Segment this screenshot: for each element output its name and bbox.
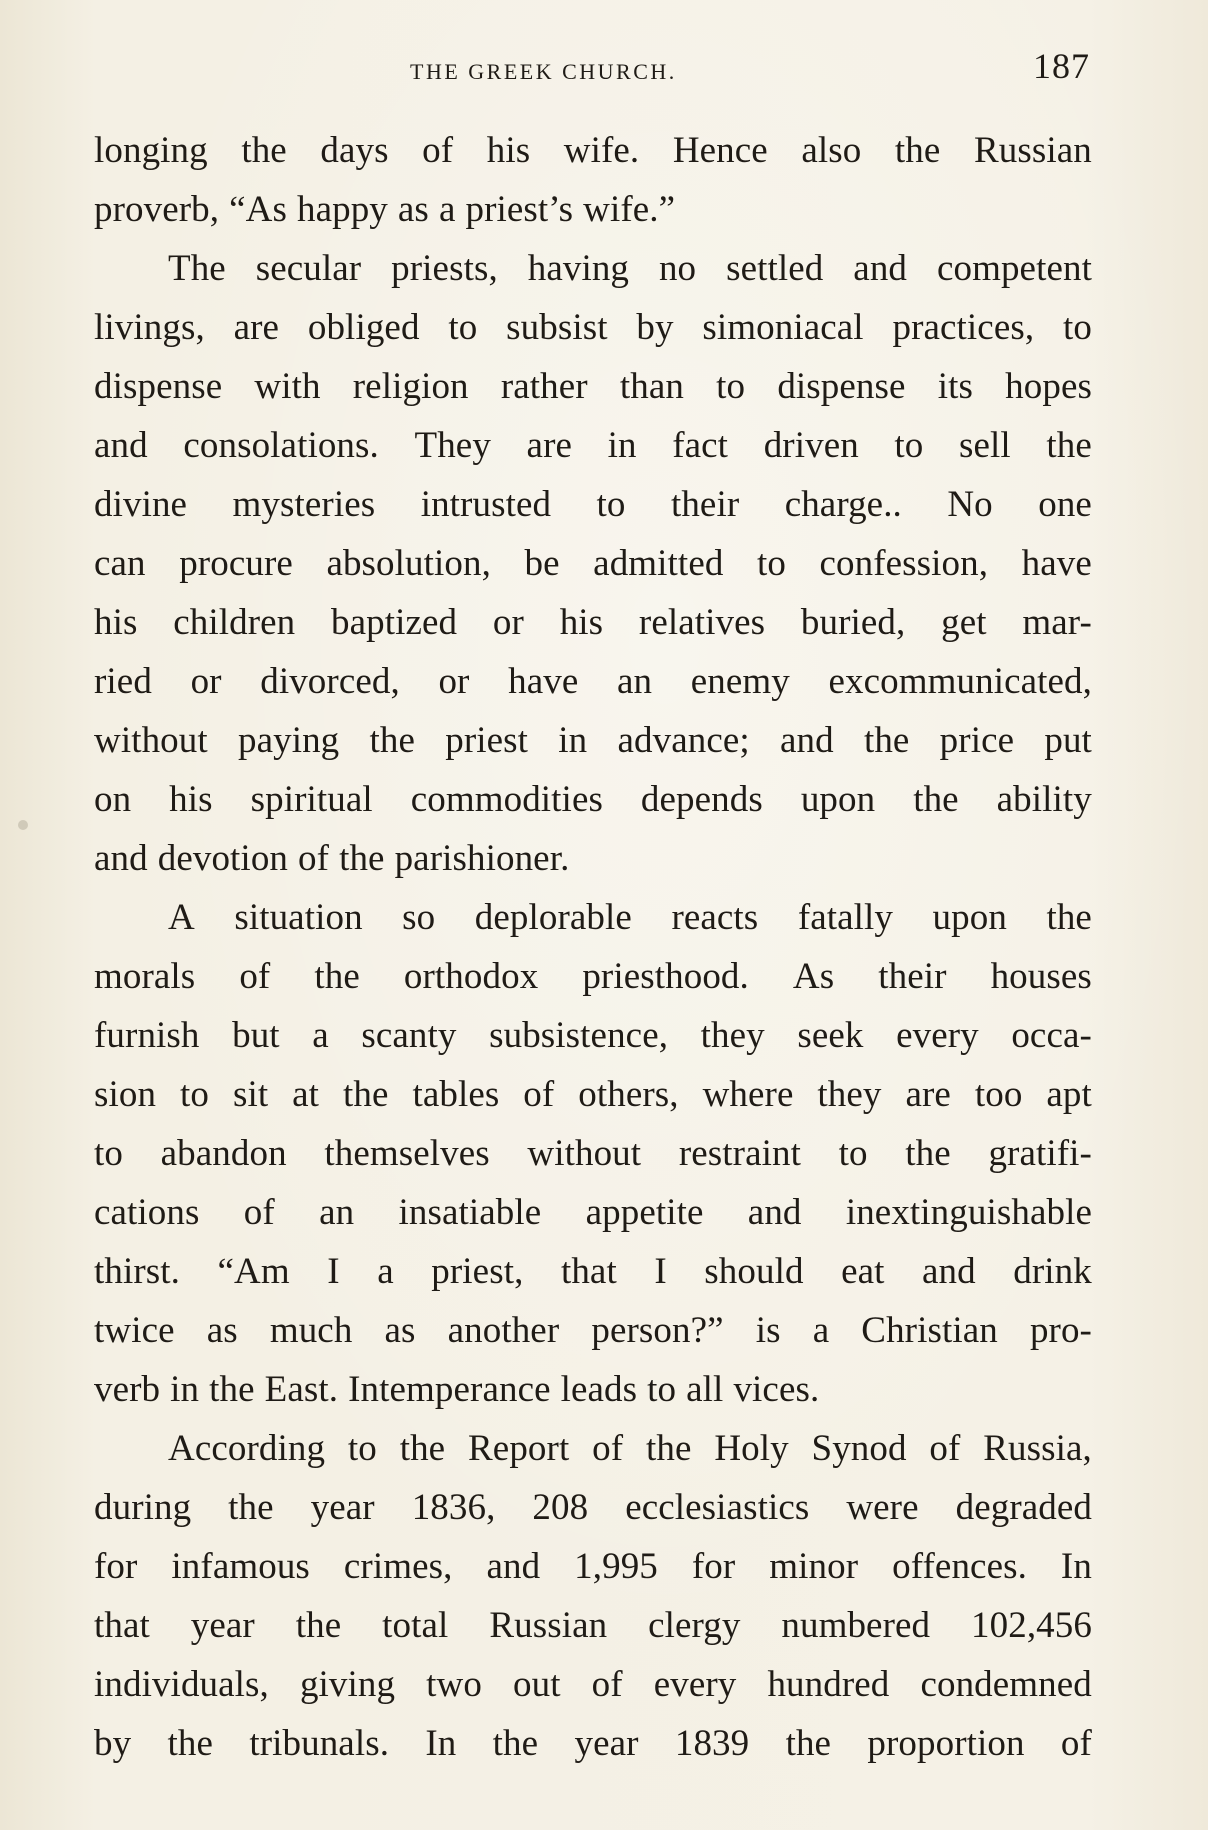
text-word: ability — [996, 779, 1092, 820]
text-word: sit — [232, 1074, 269, 1115]
text-word: a — [438, 189, 456, 230]
text-word: the — [209, 1369, 255, 1410]
text-word: priest — [445, 720, 529, 761]
text-word: of — [298, 838, 330, 879]
text-word: price — [939, 720, 1015, 761]
text-line — [94, 1419, 1092, 1478]
text-word: Russia, — [983, 1428, 1092, 1469]
text-word: Synod — [811, 1428, 907, 1469]
text-word: every — [653, 1664, 737, 1705]
text-word: tribunals. — [249, 1723, 390, 1764]
text-line — [94, 239, 1092, 298]
text-word: to — [596, 484, 626, 525]
text-word: themselves — [324, 1133, 490, 1174]
text-word: religion — [352, 366, 469, 407]
text-word: degraded — [955, 1487, 1092, 1528]
text-word: to — [1063, 307, 1092, 348]
text-word: seek — [797, 1015, 864, 1056]
text-word: two — [426, 1664, 482, 1705]
text-word: ecclesiastics — [625, 1487, 810, 1528]
text-word: obliged — [307, 307, 420, 348]
text-word: as — [384, 1310, 416, 1351]
text-word: Christian — [861, 1310, 998, 1351]
text-word: Russian — [973, 130, 1092, 171]
text-word: insatiable — [398, 1192, 542, 1233]
text-word: admitted — [593, 543, 724, 584]
text-word: devotion — [157, 838, 289, 879]
text-word: minor — [769, 1546, 859, 1587]
text-word: priests, — [391, 248, 498, 289]
text-word: driven — [763, 425, 859, 466]
text-word: commodities — [410, 779, 603, 820]
text-word: to — [448, 307, 478, 348]
text-line — [94, 888, 1092, 947]
text-word: so — [402, 897, 436, 938]
text-word: they — [817, 1074, 882, 1115]
text-word: In — [1060, 1546, 1092, 1587]
text-word: wife. — [563, 130, 640, 171]
text-word: all — [686, 1369, 724, 1410]
text-word: that — [94, 1605, 150, 1646]
body-text — [94, 121, 1092, 1773]
text-word: that — [560, 1251, 617, 1292]
text-word: livings, — [94, 307, 205, 348]
text-word: hundred — [767, 1664, 890, 1705]
text-word: giving — [299, 1664, 396, 1705]
text-word: should — [704, 1251, 804, 1292]
text-word: priesthood. — [582, 956, 749, 997]
text-word: the — [314, 956, 360, 997]
text-word: vices. — [733, 1369, 820, 1410]
text-line — [94, 357, 1092, 416]
text-word: person?” — [591, 1310, 724, 1351]
text-word: mar- — [1022, 602, 1092, 643]
text-word: its — [937, 366, 973, 407]
text-word: or — [190, 661, 222, 702]
text-word: a — [312, 1015, 329, 1056]
text-word: the — [1046, 425, 1092, 466]
text-word: “Am — [217, 1251, 290, 1292]
text-word: the — [492, 1723, 539, 1764]
text-word: simoniacal — [702, 307, 864, 348]
text-word: during — [94, 1487, 192, 1528]
text-word: have — [1021, 543, 1092, 584]
text-line — [94, 1596, 1092, 1655]
text-word: year — [310, 1487, 375, 1528]
text-word: of — [523, 1074, 555, 1115]
text-word: furnish — [94, 1015, 200, 1056]
text-word: I — [327, 1251, 340, 1292]
text-word: The — [168, 248, 226, 289]
text-word: but — [232, 1015, 280, 1056]
text-line — [94, 1537, 1092, 1596]
text-word: sell — [959, 425, 1011, 466]
page-header — [410, 45, 1090, 95]
text-word: the — [1046, 897, 1092, 938]
text-line — [94, 180, 1092, 239]
text-line — [94, 1183, 1092, 1242]
text-word: the — [863, 720, 910, 761]
text-word: to — [894, 425, 924, 466]
text-word: others, — [578, 1074, 679, 1115]
text-line — [94, 534, 1092, 593]
text-word: intrusted — [420, 484, 552, 525]
text-word: proportion — [867, 1723, 1025, 1764]
text-word: the — [785, 1723, 832, 1764]
text-word: and — [922, 1251, 976, 1292]
text-word: are — [905, 1074, 951, 1115]
text-word: upon — [800, 779, 876, 820]
text-word: year — [190, 1605, 255, 1646]
text-word: of — [591, 1664, 623, 1705]
text-word: Russian — [489, 1605, 608, 1646]
text-word: advance; — [617, 720, 750, 761]
text-word: apt — [1046, 1074, 1092, 1115]
text-word: competent — [936, 248, 1092, 289]
text-word: as — [397, 189, 429, 230]
text-word: in — [170, 1369, 200, 1410]
text-line — [94, 947, 1092, 1006]
text-word: to — [647, 1369, 677, 1410]
text-line — [94, 1301, 1092, 1360]
text-word: than — [619, 366, 684, 407]
text-word: can — [94, 543, 146, 584]
text-word: longing — [94, 130, 208, 171]
text-word: happy — [296, 189, 388, 230]
text-word: an — [319, 1192, 355, 1233]
text-word: get — [941, 602, 987, 643]
text-line — [94, 1714, 1092, 1773]
text-word: Intemperance — [348, 1369, 551, 1410]
text-word: Hence — [672, 130, 768, 171]
text-word: appetite — [585, 1192, 704, 1233]
text-word: children — [173, 602, 296, 643]
text-word: morals — [94, 956, 196, 997]
text-line — [94, 1242, 1092, 1301]
text-word: priest, — [431, 1251, 524, 1292]
text-word: spiritual — [250, 779, 373, 820]
text-word: having — [527, 248, 630, 289]
text-word: without — [527, 1133, 642, 1174]
text-word: also — [801, 130, 862, 171]
paper-speck — [18, 820, 28, 830]
page-number: 187 — [1033, 46, 1090, 86]
text-word: the — [228, 1487, 274, 1528]
text-word: the — [241, 130, 287, 171]
text-word: were — [846, 1487, 919, 1528]
text-word: houses — [990, 956, 1092, 997]
text-word: and — [94, 838, 148, 879]
text-word: As — [792, 956, 835, 997]
text-word: wife.” — [583, 189, 676, 230]
text-word: on — [94, 779, 132, 820]
text-word: scanty — [361, 1015, 457, 1056]
text-word: No — [947, 484, 993, 525]
text-word: of — [1060, 1723, 1092, 1764]
text-word: According — [168, 1428, 326, 1469]
text-word: Holy — [714, 1428, 789, 1469]
text-word: in — [558, 720, 588, 761]
text-word: gratifi- — [988, 1133, 1092, 1174]
text-word: twice — [94, 1310, 175, 1351]
text-word: much — [269, 1310, 353, 1351]
text-word: clergy — [648, 1605, 741, 1646]
text-word: deplorable — [474, 897, 632, 938]
text-word: East. — [264, 1369, 339, 1410]
text-word: charge.. — [784, 484, 902, 525]
text-line — [94, 1006, 1092, 1065]
text-word: tables — [412, 1074, 500, 1115]
text-word: occa- — [1011, 1015, 1092, 1056]
text-word: the — [913, 779, 959, 820]
text-word: drink — [1013, 1251, 1092, 1292]
text-line — [94, 593, 1092, 652]
text-word: to — [347, 1428, 377, 1469]
text-word: total — [382, 1605, 449, 1646]
text-word: crimes, — [343, 1546, 453, 1587]
text-word: to — [838, 1133, 868, 1174]
text-word: their — [670, 484, 740, 525]
text-word: 1,995 — [574, 1546, 658, 1587]
text-word: an — [616, 661, 653, 702]
text-word: have — [508, 661, 579, 702]
text-word: with — [254, 366, 321, 407]
text-word: sion — [94, 1074, 157, 1115]
text-word: paying — [237, 720, 340, 761]
text-word: 102,456 — [971, 1605, 1092, 1646]
text-word: of — [929, 1428, 961, 1469]
text-word: “As — [229, 189, 287, 230]
text-word: upon — [932, 897, 1007, 938]
text-word: buried, — [800, 602, 906, 643]
text-word: settled — [726, 248, 824, 289]
text-word: to — [716, 366, 746, 407]
text-line — [94, 1655, 1092, 1714]
text-word: by — [94, 1723, 132, 1764]
text-word: subsist — [506, 307, 608, 348]
text-word: one — [1038, 484, 1092, 525]
text-word: baptized — [331, 602, 458, 643]
text-word: are — [526, 425, 573, 466]
text-word: in — [607, 425, 637, 466]
text-word: too — [974, 1074, 1023, 1115]
text-word: as — [206, 1310, 238, 1351]
text-word: to — [94, 1133, 123, 1174]
text-line — [94, 652, 1092, 711]
text-word: the — [339, 838, 385, 879]
text-line — [94, 416, 1092, 475]
text-word: the — [399, 1428, 446, 1469]
text-word: reacts — [671, 897, 759, 938]
text-word: and — [94, 425, 148, 466]
text-word: relatives — [638, 602, 766, 643]
text-word: inextinguishable — [845, 1192, 1092, 1233]
text-word: his — [486, 130, 531, 171]
text-word: at — [292, 1074, 320, 1115]
text-word: pro- — [1029, 1310, 1092, 1351]
text-word: consolations. — [183, 425, 379, 466]
text-line — [94, 121, 1092, 180]
running-head: THE GREEK CHURCH. — [410, 59, 677, 84]
text-word: ried — [94, 661, 152, 702]
text-word: parishioner. — [394, 838, 570, 879]
text-word: or — [492, 602, 524, 643]
text-word: 208 — [532, 1487, 589, 1528]
text-word: subsistence, — [489, 1015, 669, 1056]
text-word: orthodox — [403, 956, 539, 997]
text-word: they — [700, 1015, 765, 1056]
text-word: of — [239, 956, 271, 997]
text-line — [94, 475, 1092, 534]
text-line — [94, 1360, 1092, 1419]
text-word: be — [524, 543, 560, 584]
text-word: to — [180, 1074, 210, 1115]
text-word: 1836, — [411, 1487, 496, 1528]
text-line — [94, 1124, 1092, 1183]
text-word: year — [574, 1723, 639, 1764]
text-word: their — [878, 956, 947, 997]
text-word: the — [167, 1723, 214, 1764]
text-word: cations — [94, 1192, 200, 1233]
text-line — [94, 1065, 1092, 1124]
text-word: and — [853, 248, 908, 289]
text-word: offences. — [892, 1546, 1027, 1587]
text-word: a — [812, 1310, 830, 1351]
text-word: every — [896, 1015, 979, 1056]
text-word: the — [905, 1133, 951, 1174]
text-word: no — [658, 248, 697, 289]
text-word: the — [295, 1605, 342, 1646]
text-word: divorced, — [260, 661, 400, 702]
text-word: out — [513, 1664, 561, 1705]
text-line — [94, 711, 1092, 770]
text-word: the — [894, 130, 941, 171]
text-word: infamous — [171, 1546, 310, 1587]
text-word: eat — [841, 1251, 885, 1292]
text-line — [94, 298, 1092, 357]
text-word: for — [94, 1546, 138, 1587]
text-word: by — [636, 307, 674, 348]
text-word: individuals, — [94, 1664, 269, 1705]
text-word: practices, — [892, 307, 1035, 348]
text-word: condemned — [920, 1664, 1092, 1705]
text-word: proverb, — [94, 189, 220, 230]
text-line — [94, 1478, 1092, 1537]
text-word: days — [320, 130, 389, 171]
text-word: situation — [234, 897, 363, 938]
text-word: excommunicated, — [828, 661, 1092, 702]
text-word: priest’s — [465, 189, 574, 230]
text-word: fatally — [797, 897, 894, 938]
text-word: his — [169, 779, 213, 820]
text-word: hopes — [1005, 366, 1092, 407]
text-word: I — [654, 1251, 667, 1292]
text-word: the — [645, 1428, 692, 1469]
text-word: restraint — [678, 1133, 801, 1174]
text-word: absolution, — [326, 543, 491, 584]
text-word: or — [438, 661, 470, 702]
text-word: where — [702, 1074, 794, 1115]
text-word: In — [425, 1723, 457, 1764]
text-word: divine — [94, 484, 188, 525]
text-word: 1839 — [674, 1723, 750, 1764]
text-word: depends — [640, 779, 763, 820]
text-word: of — [592, 1428, 624, 1469]
text-word: mysteries — [232, 484, 376, 525]
text-word: confession, — [819, 543, 989, 584]
text-word: numbered — [781, 1605, 931, 1646]
text-word: of — [243, 1192, 275, 1233]
text-line — [94, 770, 1092, 829]
text-word: A — [168, 897, 195, 938]
text-word: a — [377, 1251, 394, 1292]
text-word: his — [559, 602, 604, 643]
text-word: another — [447, 1310, 560, 1351]
text-word: to — [756, 543, 786, 584]
text-word: fact — [672, 425, 729, 466]
text-word: without — [94, 720, 208, 761]
text-word: enemy — [690, 661, 790, 702]
text-word: and — [486, 1546, 541, 1587]
text-word: of — [422, 130, 454, 171]
text-word: procure — [179, 543, 293, 584]
text-word: thirst. — [94, 1251, 181, 1292]
text-word: verb — [94, 1369, 161, 1410]
text-word: are — [233, 307, 280, 348]
text-word: the — [369, 720, 416, 761]
text-word: for — [691, 1546, 736, 1587]
text-word: his — [94, 602, 138, 643]
text-word: put — [1044, 720, 1092, 761]
text-word: the — [343, 1074, 389, 1115]
text-word: and — [747, 1192, 802, 1233]
text-word: leads — [560, 1369, 638, 1410]
text-word: dispense — [94, 366, 223, 407]
text-word: They — [414, 425, 491, 466]
text-word: is — [755, 1310, 781, 1351]
text-word: rather — [500, 366, 588, 407]
text-word: dispense — [777, 366, 906, 407]
text-line — [94, 829, 1092, 888]
text-word: Report — [468, 1428, 570, 1469]
text-word: abandon — [160, 1133, 287, 1174]
text-word: secular — [255, 248, 362, 289]
text-word: and — [779, 720, 834, 761]
